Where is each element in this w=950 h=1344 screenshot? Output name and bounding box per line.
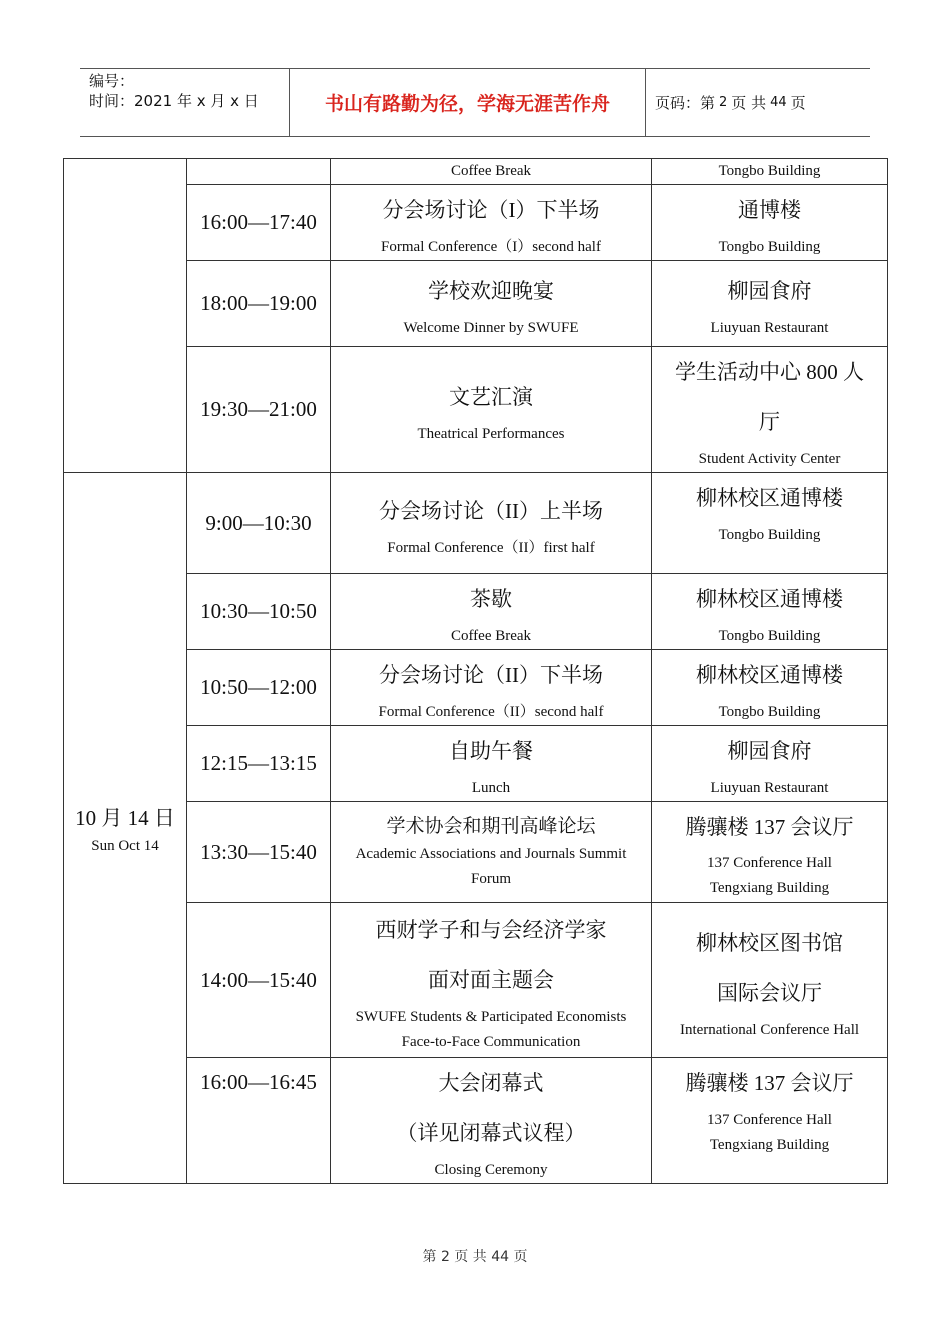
- time-cell: 9:00—10:30: [187, 473, 331, 574]
- activity-cell: [331, 726, 652, 802]
- table-row: [64, 802, 888, 903]
- page-header: [80, 68, 870, 137]
- venue-en: Tongbo Building: [718, 704, 821, 720]
- time-cell: 16:00—17:40: [187, 185, 331, 261]
- time-cell: 16:00—16:45: [187, 1058, 331, 1184]
- venue-zh: 柳园食府: [727, 739, 812, 763]
- activity-zh: 学校欢迎晚宴: [428, 279, 554, 303]
- time-cell: 10:50—12:00: [187, 650, 331, 726]
- activity-cell: [331, 650, 652, 726]
- venue-cell: [652, 726, 888, 802]
- venue-en: Liuyuan Restaurant: [710, 320, 829, 336]
- time-cell: 14:00—15:40: [187, 903, 331, 1058]
- activity-zh: 分会场讨论（I）下半场: [382, 198, 600, 222]
- activity-en: Welcome Dinner by SWUFE: [403, 320, 579, 336]
- activity-cell: [331, 347, 652, 473]
- header-motto: 书山有路勤为径，学海无涯苦作舟: [290, 69, 646, 136]
- activity-en: Formal Conference（I）second half: [381, 239, 601, 255]
- table-row: [64, 185, 888, 261]
- venue-zh: 通博楼: [738, 198, 801, 222]
- venue-zh: 柳林校区通博楼: [696, 486, 843, 510]
- activity-en: Formal Conference（II）second half: [378, 704, 604, 720]
- venue-en: Tongbo Building: [718, 527, 821, 543]
- date-label: 时间：2021 年 x 月 x 日: [89, 92, 259, 110]
- activity-zh-line2: （详见闭幕式议程）: [396, 1121, 586, 1145]
- activity-zh: 学术协会和期刊高峰论坛: [386, 816, 596, 837]
- activity-cell: [331, 185, 652, 261]
- venue-en: International Conference Hall: [679, 1021, 860, 1038]
- activity-cell: [331, 903, 652, 1058]
- table-row: [64, 347, 888, 473]
- page-prefix: 页码：第: [655, 94, 716, 112]
- venue-zh-line1: 柳林校区图书馆: [696, 930, 843, 955]
- venue-en: Tongbo Building: [718, 239, 821, 255]
- time-cell: 12:15—13:15: [187, 726, 331, 802]
- time-cell: 18:00—19:00: [187, 261, 331, 347]
- activity-zh-line2: 面对面主题会: [428, 968, 554, 992]
- activity-zh-line1: 西财学子和与会经济学家: [375, 918, 607, 942]
- venue-cell: [652, 185, 888, 261]
- table-row: [64, 1058, 888, 1184]
- activity-en: Formal Conference（II）first half: [387, 539, 595, 556]
- activity-zh: 文艺汇演: [449, 385, 533, 409]
- table-row: [64, 159, 888, 185]
- venue-en-line2: Tengxiang Building: [709, 1137, 830, 1153]
- activity-cell: [331, 574, 652, 650]
- code-label: 编号：: [89, 72, 135, 90]
- activity-zh: 自助午餐: [449, 739, 533, 763]
- time-cell: 10:30—10:50: [187, 574, 331, 650]
- header-meta: [80, 69, 290, 136]
- activity-zh: 茶歇: [470, 587, 512, 611]
- schedule-table: [63, 158, 888, 1184]
- page-total: 44: [770, 95, 787, 110]
- activity-zh: 分会场讨论（II）上半场: [379, 498, 603, 523]
- venue-zh-line2: 国际会议厅: [717, 980, 822, 1005]
- venue-cell: [652, 1058, 888, 1184]
- activity-en: Closing Ceremony: [434, 1162, 548, 1178]
- date-en: Sun Oct 14: [91, 838, 159, 854]
- venue-cell: [652, 473, 888, 574]
- venue-en: Student Activity Center: [698, 451, 841, 467]
- activity-zh: 分会场讨论（II）下半场: [379, 663, 603, 687]
- activity-cell: [331, 261, 652, 347]
- date-cell: [64, 473, 187, 1184]
- activity-en: Academic Associations and Journals Summit Forum: [355, 846, 627, 887]
- venue-en-line1: 137 Conference Hall: [707, 1112, 832, 1128]
- table-row: [64, 261, 888, 347]
- activity-cell: [331, 159, 652, 185]
- venue-cell: [652, 802, 888, 903]
- venue-zh: 腾骧楼 137 会议厅: [685, 1071, 854, 1095]
- time-cell: 13:30—15:40: [187, 802, 331, 903]
- activity-zh-line1: 大会闭幕式: [438, 1071, 544, 1095]
- activity-en: Theatrical Performances: [417, 426, 565, 442]
- activity-cell: [331, 1058, 652, 1184]
- venue-en: Liuyuan Restaurant: [710, 780, 829, 796]
- venue-en-line2: Tengxiang Building: [709, 880, 830, 896]
- table-row: [64, 650, 888, 726]
- activity-en-line1: SWUFE Students & Participated Economists: [355, 1009, 627, 1025]
- venue-cell: [652, 159, 888, 185]
- venue-zh: 柳林校区通博楼: [696, 663, 843, 687]
- page-current: 2: [719, 95, 728, 110]
- venue-en: Tongbo Building: [718, 628, 821, 644]
- table-row: [64, 726, 888, 802]
- activity-cell: [331, 802, 652, 903]
- time-cell-empty: [187, 159, 331, 185]
- activity-en: Coffee Break: [450, 163, 532, 179]
- time-cell: 19:30—21:00: [187, 347, 331, 473]
- venue-en: Tongbo Building: [718, 163, 821, 179]
- date-cell-empty: [64, 159, 187, 473]
- activity-en: Lunch: [471, 780, 511, 796]
- activity-en: Coffee Break: [450, 628, 532, 644]
- venue-zh: 学生活动中心 800 人厅: [675, 360, 864, 434]
- header-page-number: [646, 69, 870, 136]
- venue-cell: [652, 650, 888, 726]
- table-row: [64, 574, 888, 650]
- venue-cell: [652, 261, 888, 347]
- table-row: [64, 473, 888, 574]
- table-row: [64, 903, 888, 1058]
- activity-en-line2: Face-to-Face Communication: [401, 1034, 581, 1050]
- venue-zh: 腾骧楼 137 会议厅: [685, 815, 854, 839]
- venue-cell: [652, 903, 888, 1058]
- activity-cell: [331, 473, 652, 574]
- venue-cell: [652, 574, 888, 650]
- page-footer: 第 2 页 共 44 页: [422, 1249, 528, 1265]
- venue-cell: [652, 347, 888, 473]
- page-suffix: 页: [790, 94, 806, 112]
- date-zh: 10 月 14 日: [75, 806, 175, 830]
- venue-zh: 柳林校区通博楼: [696, 587, 843, 611]
- page-mid: 页 共: [731, 94, 767, 112]
- venue-en-line1: 137 Conference Hall: [707, 855, 832, 871]
- venue-zh: 柳园食府: [727, 279, 812, 303]
